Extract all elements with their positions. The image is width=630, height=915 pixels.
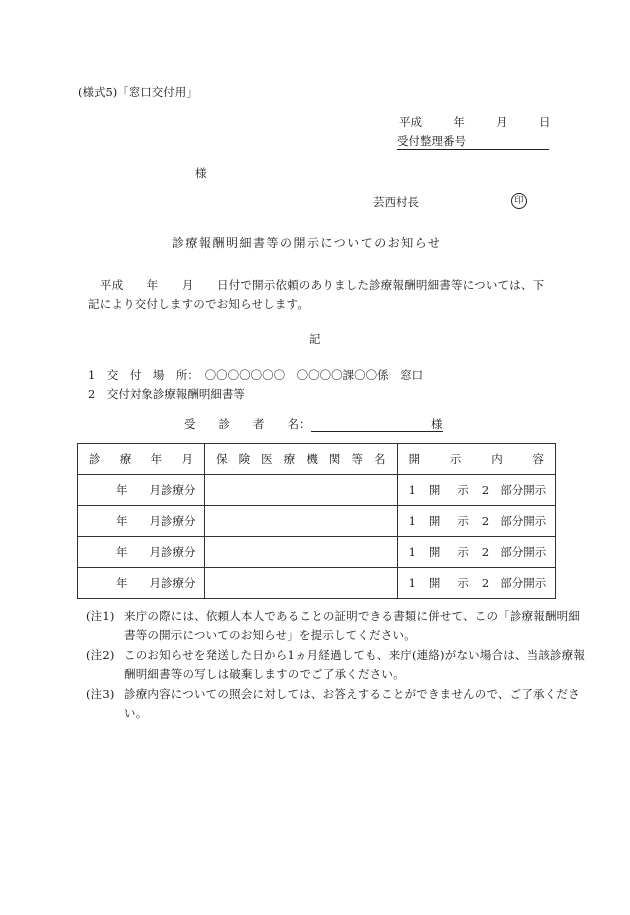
institution-cell	[205, 506, 398, 537]
institution-cell	[205, 537, 398, 568]
disclosure-option-cell: 1 開 示 2 部分開示	[397, 506, 555, 537]
header-char: 年	[150, 452, 163, 466]
header-char: 険	[238, 452, 251, 466]
header-char: 関	[328, 452, 341, 466]
patient-label: 受 診 者 名：	[184, 417, 311, 431]
header-char: 容	[532, 452, 544, 466]
item-target-documents: 2 交付対象診療報酬明細書等	[88, 387, 245, 401]
table-row	[78, 537, 556, 568]
header-treatment-month	[78, 444, 205, 475]
header-disclosure-content	[397, 444, 555, 475]
date-line	[399, 115, 550, 129]
patient-name-row	[184, 417, 443, 432]
note-3	[86, 685, 590, 723]
note-text: 来庁の際には、依頼人本人であることの証明できる書類に併せて、この「診療報酬明細書等の開示についてのお知らせ」を提示してください。	[124, 609, 581, 642]
note-tag: (注1)	[86, 609, 115, 623]
treatment-month-cell: 年 月診療分	[78, 568, 205, 599]
body-paragraph: 平成 年 月 日付で開示依頼のありました診療報酬明細書等については、下記により交付しますのでお知らせします。	[88, 278, 545, 311]
header-char: 月	[181, 452, 193, 466]
ki-heading: 記	[309, 332, 321, 346]
note-tag: (注2)	[86, 648, 115, 662]
header-char: 示	[449, 452, 462, 466]
disclosure-option-cell: 1 開 示 2 部分開示	[397, 475, 555, 506]
patient-name-blank	[311, 417, 443, 432]
note-text: 診療内容についての照会に対しては、お答えすることができませんので、ご了承ください。	[124, 687, 580, 720]
institution-cell	[205, 475, 398, 506]
table-row	[78, 568, 556, 599]
header-char: 医	[261, 452, 273, 466]
table-row	[78, 506, 556, 537]
date-year: 年	[453, 115, 465, 129]
header-char: 機	[306, 452, 318, 466]
note-tag: (注3)	[86, 687, 115, 701]
table-header-row	[78, 444, 556, 475]
sender-name: 芸西村長	[373, 195, 419, 209]
document-title: 診療報酬明細書等の開示についてのお知らせ	[172, 236, 442, 250]
treatment-month-cell: 年 月診療分	[78, 537, 205, 568]
date-day: 日	[538, 115, 551, 129]
item-delivery-place: 1 交 付 場 所： 〇〇〇〇〇〇〇 〇〇〇〇課〇〇係 窓口	[88, 368, 424, 382]
header-char: 保	[216, 452, 228, 466]
header-char: 等	[351, 452, 363, 466]
institution-cell	[205, 568, 398, 599]
treatment-month-cell: 年 月診療分	[78, 475, 205, 506]
header-institution	[205, 444, 398, 475]
date-month: 月	[496, 115, 508, 129]
header-char: 名	[374, 452, 386, 466]
header-char: 開	[408, 452, 421, 466]
header-char: 療	[283, 452, 296, 466]
disclosure-option-cell: 1 開 示 2 部分開示	[397, 568, 555, 599]
reception-number-field: 受付整理番号	[397, 134, 549, 150]
patient-suffix: 様	[431, 417, 443, 431]
table-row	[78, 475, 556, 506]
date-era: 平成	[399, 115, 422, 129]
note-2	[86, 646, 590, 684]
header-char: 診	[89, 452, 101, 466]
seal-mark: 印	[511, 193, 527, 209]
records-table	[77, 443, 556, 599]
header-char: 療	[119, 452, 132, 466]
note-1	[86, 607, 590, 645]
header-char: 内	[491, 452, 503, 466]
addressee-suffix: 様	[195, 166, 207, 180]
treatment-month-cell: 年 月診療分	[78, 506, 205, 537]
form-label: (様式5)「窓口交付用」	[78, 85, 198, 99]
note-text: このお知らせを発送した日から1ヵ月経過しても、来庁(連絡)がない場合は、当該診療報酬明細書等の写しは破棄しますのでご了承ください。	[124, 648, 586, 681]
disclosure-option-cell: 1 開 示 2 部分開示	[397, 537, 555, 568]
